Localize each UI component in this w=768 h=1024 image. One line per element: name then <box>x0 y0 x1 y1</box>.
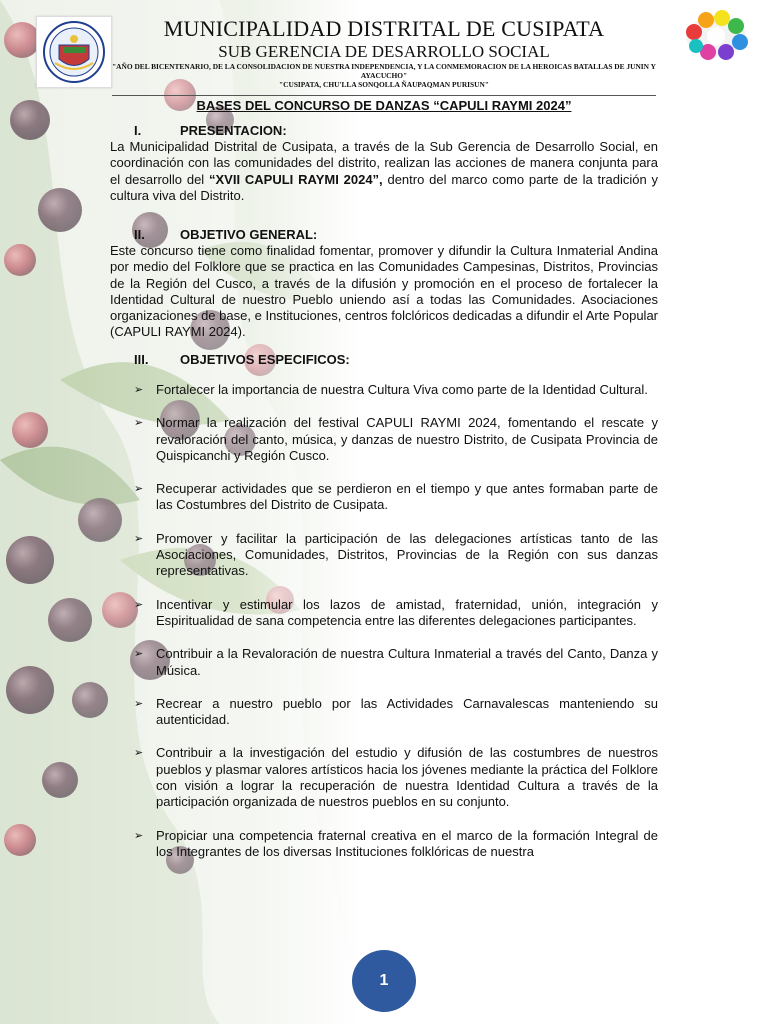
section-title: OBJETIVOS ESPECIFICOS: <box>180 352 350 367</box>
objective-item <box>110 382 658 398</box>
document-title: BASES DEL CONCURSO DE DANZAS “CAPULI RAYMI 2024” <box>196 98 572 113</box>
event-name: “XVII CAPULI RAYMI 2024”, <box>209 171 383 187</box>
header-divider <box>112 95 656 96</box>
section-title: PRESENTACION: <box>180 123 287 138</box>
objective-text: Fortalecer la importancia de nuestra Cultura Viva como parte de la Identidad Cultural. <box>156 382 648 397</box>
section-number: I. <box>134 123 142 138</box>
section-number: III. <box>134 352 149 367</box>
arrow-bullet-icon: ➢ <box>134 417 144 430</box>
arrow-bullet-icon: ➢ <box>134 598 144 611</box>
objective-text: Recuperar actividades que se perdieron en el tiempo y que antes formaban parte de las Costumbres del Distrito de Cusipata. <box>156 481 658 513</box>
objective-text: Propiciar una competencia fraternal creativa en el marco de la formación Integral de los Integrantes de los diversas Instituciones folklóricas de nuestra <box>156 827 658 859</box>
objective-item <box>110 415 658 464</box>
section-number: II. <box>134 227 145 242</box>
municipality-title: MUNICIPALIDAD DISTRITAL DE CUSIPATA <box>163 16 605 41</box>
year-motto: "AÑO DEL BICENTENARIO, DE LA CONSOLIDACION DE NUESTRA INDEPENDENCIA, Y LA CONMEMORACION DE LA HEROICAS BATALLAS DE JUNIN Y AYACUCHO" <box>112 62 656 80</box>
page-number: 1 <box>379 972 389 989</box>
objective-item <box>110 828 658 861</box>
objective-item <box>110 597 658 630</box>
section-presentacion-heading <box>134 123 287 138</box>
objective-text: Recrear a nuestro pueblo por las Actividades Carnavalescas manteniendo su autenticidad. <box>156 695 658 728</box>
objective-text: Incentivar y estimular los lazos de amistad, fraternidad, unión, integración y Espiritualidad de sana competencia entre las diferentes delegaciones participantes. <box>156 596 658 628</box>
objective-item <box>110 696 658 729</box>
quechua-motto: "CUSIPATA, CHU'LLA SONQOLLA ÑAUPAQMAN PURISUN" <box>279 80 489 89</box>
arrow-bullet-icon: ➢ <box>134 532 144 545</box>
objective-text: Contribuir a la Revaloración de nuestra Cultura Inmaterial a través del Canto, Danza y Música. <box>156 646 658 678</box>
arrow-bullet-icon: ➢ <box>134 829 144 842</box>
objective-text: Contribuir a la investigación del estudio y difusión de las costumbres de nuestros pueblos y plasmar valores artísticos hacia los jóvenes mediante la práctica del Folklore con visión a lograr la recuperación de nuestra Identidad Cultura a través de la participación organizada de nuestros pueblos en su conjunto. <box>156 745 658 810</box>
department-subtitle: SUB GERENCIA DE DESARROLLO SOCIAL <box>218 42 550 61</box>
objective-text: Normar la realización del festival CAPULI RAYMI 2024, fomentando el rescate y revaloración del canto, música, y danzas de nuestro Distrito, de Cusipata Provincia de Quispicanchi y Región Cusco. <box>156 415 658 463</box>
presentacion-text-start: La Municipalidad Distrital de Cusipata, a través de la Sub Gerencia de Desarrollo Social, en coordinación con las comunidades del distrito, realizan las acciones de manera conjunta para el desarrollo del <box>110 139 658 187</box>
objective-item <box>110 481 658 514</box>
arrow-bullet-icon: ➢ <box>134 384 144 396</box>
objetivos-especificos-list <box>110 382 658 860</box>
municipal-crest-logo <box>36 16 112 88</box>
objective-item <box>110 531 658 580</box>
objetivo-general-paragraph: Este concurso tiene como finalidad fomentar, promover y difundir la Cultura Inmaterial Andina por medio del Folklore que se practica en las Comunidades Campesinas, Distritos, Provincias de la Región del Cusco, a través de la difusión y promoción en el proceso de fortalecer la Identidad Cultural de nuestro Pueblo uniendo así a todas las Comunidades. Asociaciones organizaciones de base, e Instituciones, centros folclóricos dedicadas a difundir el Arte Popular (CAPULI RAYMI 2024). <box>110 243 658 340</box>
objective-item <box>110 745 658 810</box>
arrow-bullet-icon: ➢ <box>134 747 144 760</box>
objective-item <box>110 646 658 679</box>
objective-text: Promover y facilitar la participación de las delegaciones artísticas tanto de las Asociaciones, Comunidades, Distritos, Provincias de la Región con sus danzas representativas. <box>156 530 658 579</box>
arrow-bullet-icon: ➢ <box>134 648 144 661</box>
arrow-bullet-icon: ➢ <box>134 483 144 496</box>
section-objetivos-especificos-heading <box>134 352 350 367</box>
arrow-bullet-icon: ➢ <box>134 697 144 710</box>
presentacion-paragraph <box>110 139 658 204</box>
page-number-badge <box>352 950 416 1012</box>
section-objetivo-general-heading <box>134 227 317 242</box>
section-title: OBJETIVO GENERAL: <box>180 227 318 242</box>
presentacion-text-end: dentro del marco como parte de la tradición y cultura viva del Distrito. <box>110 171 659 203</box>
hands-circle-logo <box>680 6 752 62</box>
